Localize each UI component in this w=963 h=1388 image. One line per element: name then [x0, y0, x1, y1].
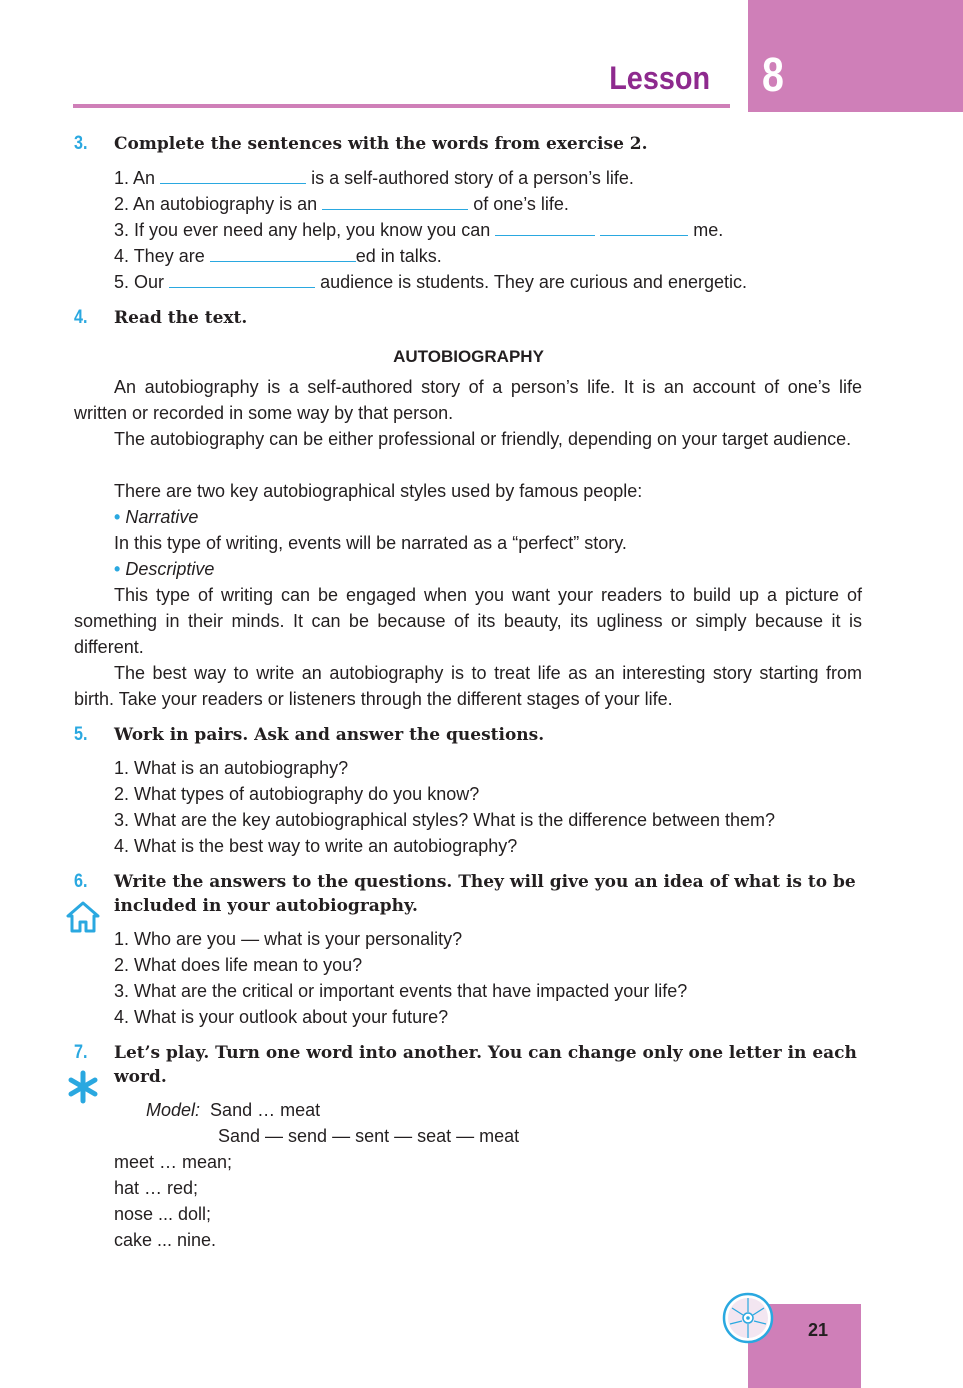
- exercise-3-title: Complete the sentences with the words from exercise 2.: [114, 134, 648, 154]
- header-divider: [73, 104, 730, 108]
- model-line-2: Sand — send — sent — seat — meat: [218, 1126, 520, 1146]
- fill-blank[interactable]: [160, 164, 306, 184]
- asterisk-icon: [67, 1070, 99, 1104]
- cd-icon: [722, 1292, 774, 1344]
- exercise-4-title: Read the text.: [114, 308, 248, 328]
- text-paragraph-4: In this type of writing, events will be narrated as a “perfect” story.: [114, 533, 627, 553]
- text-paragraph-6: The best way to write an autobiography is to treat life as an interesting story starting from birth. Take your readers or listeners through the different stages of your life.: [74, 663, 862, 709]
- exercise-3-sentence-2: 2. An autobiography is an of one’s life.: [114, 190, 569, 217]
- exercise-5-question: 3. What are the key autobiographical styles? What is the difference between them?: [114, 810, 776, 830]
- exercise-6-title: Write the answers to the questions. They will give you an idea of what is to be included in your autobiography.: [114, 872, 856, 916]
- fill-blank[interactable]: [600, 216, 688, 236]
- bullet-dot: •: [114, 559, 121, 579]
- exercise-5-question: 1. What is an autobiography?: [114, 758, 349, 778]
- exercise-5-question: 2. What types of autobiography do you know?: [114, 784, 480, 804]
- word-chain-item: nose ... doll;: [114, 1204, 212, 1224]
- exercise-7-title: Let’s play. Turn one word into another. You can change only one letter in each word.: [114, 1043, 857, 1087]
- fill-blank[interactable]: [322, 190, 468, 210]
- bullet-dot: •: [114, 507, 121, 527]
- exercise-5-title: Work in pairs. Ask and answer the questions.: [114, 725, 545, 745]
- exercise-3-number: 3.: [74, 133, 88, 154]
- fill-blank[interactable]: [169, 268, 315, 288]
- text-heading: AUTOBIOGRAPHY: [393, 347, 544, 366]
- lesson-number: 8: [762, 49, 784, 102]
- exercise-6-question: 1. Who are you — what is your personality?: [114, 929, 463, 949]
- house-icon: [66, 900, 100, 934]
- word-chain-item: hat … red;: [114, 1178, 199, 1198]
- exercise-3-sentence-4: 4. They are ed in talks.: [114, 242, 442, 269]
- exercise-6-question: 3. What are the critical or important events that have impacted your life?: [114, 981, 688, 1001]
- exercise-7-number: 7.: [74, 1042, 88, 1063]
- page-number: 21: [807, 1320, 829, 1340]
- model-line-1: Model: Sand … meat: [146, 1100, 321, 1120]
- exercise-6-question: 4. What is your outlook about your future?: [114, 1007, 449, 1027]
- exercise-3-sentence-3: 3. If you ever need any help, you know you can me.: [114, 216, 723, 243]
- exercise-3-sentence-1: 1. An is a self-authored story of a person’s life.: [114, 164, 634, 191]
- bullet-narrative: • Narrative: [114, 507, 199, 527]
- text-paragraph-5: This type of writing can be engaged when you want your readers to build up a picture of something in their minds. It can be because of its beauty, its ugliness or simply because it is different.: [74, 585, 862, 657]
- text-paragraph-2: The autobiography can be either professional or friendly, depending on your target audience.: [114, 429, 852, 449]
- exercise-3-sentence-5: 5. Our audience is students. They are curious and energetic.: [114, 268, 747, 295]
- bullet-descriptive: • Descriptive: [114, 559, 215, 579]
- word-chain-item: meet … mean;: [114, 1152, 233, 1172]
- exercise-5-number: 5.: [74, 724, 88, 745]
- fill-blank[interactable]: [210, 242, 356, 262]
- exercise-6-question: 2. What does life mean to you?: [114, 955, 363, 975]
- exercise-4-number: 4.: [74, 307, 88, 328]
- exercise-6-number: 6.: [74, 871, 88, 892]
- text-paragraph-1: An autobiography is a self-authored story of a person’s life. It is an account of one’s life written or recorded in some way by that person.: [74, 377, 862, 423]
- word-chain-item: cake ... nine.: [114, 1230, 217, 1250]
- text-paragraph-3: There are two key autobiographical styles used by famous people:: [114, 481, 643, 501]
- exercise-5-question: 4. What is the best way to write an autobiography?: [114, 836, 518, 856]
- fill-blank[interactable]: [495, 216, 595, 236]
- lesson-title: Lesson: [609, 60, 710, 96]
